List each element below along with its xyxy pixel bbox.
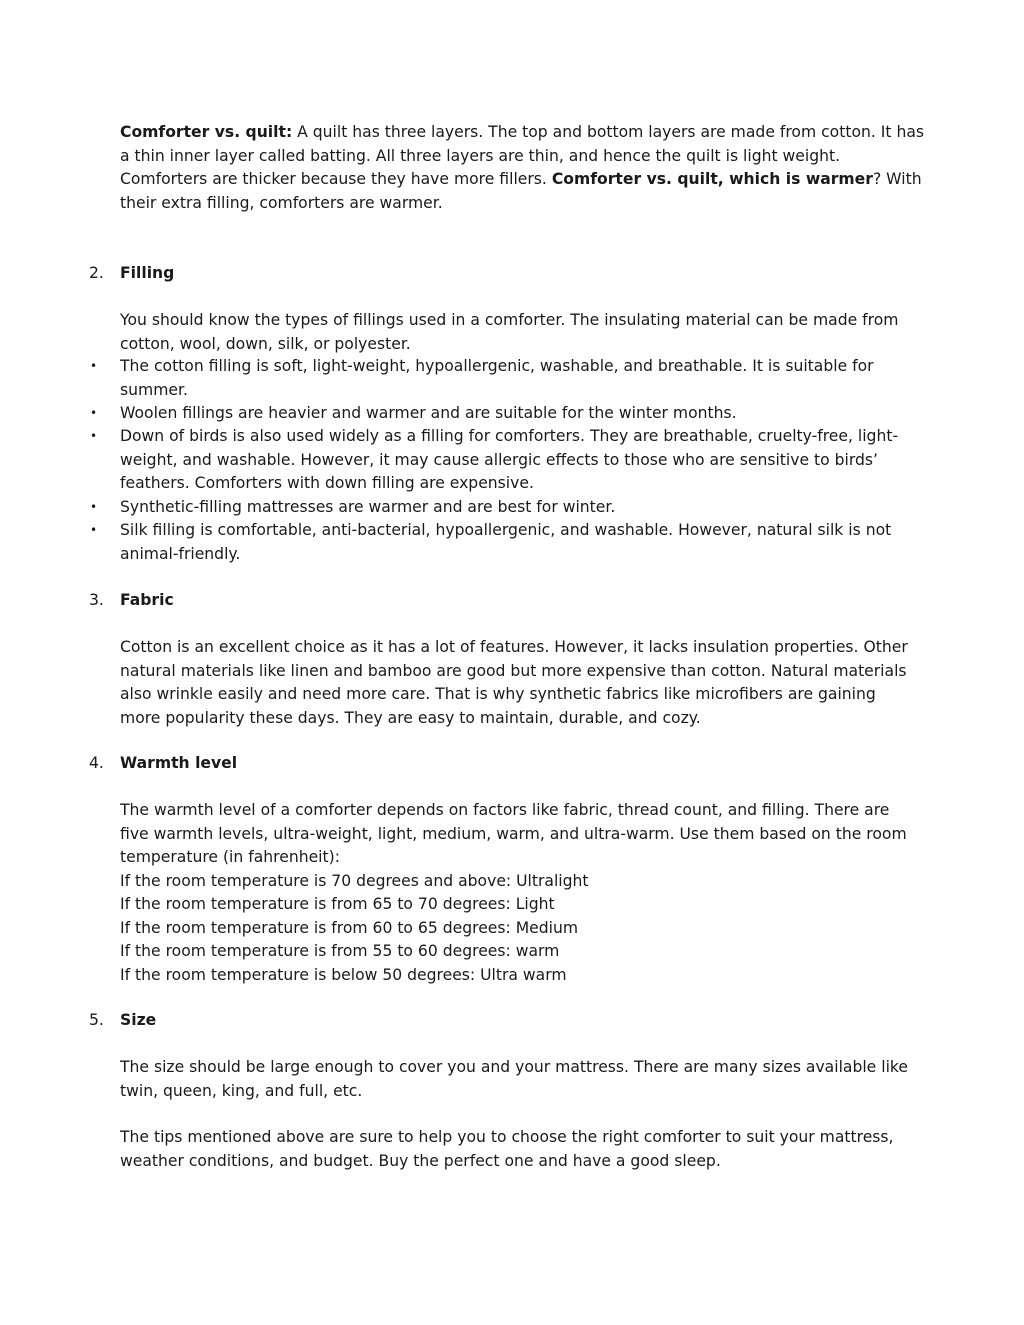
section-heading-filling: Filling — [120, 264, 175, 282]
warmth-paragraph: The warmth level of a comforter depends on factors like fabric, thread count, and filling. There are five warmth levels, ultra-weight, light, medium, warm, and ultra-warm. Use them based on the room temperature (in fahrenheit): If the room temperature is 70 degrees and above: Ultralight If the room temperature is from 65 to 70 degrees: Light If the room temperature is from 60 to 65 degrees: Medium If the room temperature is from 55 to 60 degrees: warm If the room temperature is below 50 degrees: Ultra warm — [120, 799, 910, 987]
warmth-level-warm: If the room temperature is from 55 to 60 degrees: warm — [120, 942, 560, 960]
intro-line-3: Comforters are thicker because they have more fillers. Comforter vs. quilt, which is warmer? With — [120, 170, 922, 188]
section-number-3: 3. — [89, 591, 104, 609]
filling-intro: You should know the types of fillings used in a comforter. The insulating material can be made from cotton, wool, down, silk, or polyester. — [120, 311, 899, 353]
warmth-level-medium: If the room temperature is from 60 to 65 degrees: Medium — [120, 918, 579, 937]
section-heading-size: Size — [120, 1011, 157, 1029]
intro-line-4: their extra filling, comforters are warmer. — [120, 193, 443, 212]
warmth-level-light: If the room temperature is from 65 to 70 degrees: Light — [120, 895, 555, 913]
section-number-4: 4. — [89, 754, 104, 772]
list-item-silk: Silk filling is comfortable, anti-bacterial, hypoallergenic, and washable. However, natural silk is not animal-friendly. — [120, 521, 892, 563]
bullet-icon: • — [90, 523, 98, 537]
warmth-level-ultra-warm: If the room temperature is below 50 degrees: Ultra warm — [120, 965, 567, 984]
bullet-icon: • — [90, 406, 98, 420]
list-item-wool: Woolen fillings are heavier and warmer and are suitable for the winter months. — [120, 404, 737, 422]
warmth-level-ultralight: If the room temperature is 70 degrees and above: Ultralight — [120, 871, 589, 890]
closing-paragraph: The tips mentioned above are sure to help you to choose the right comforter to suit your mattress, weather conditions, and budget. Buy the perfect one and have a good sleep. — [120, 1128, 894, 1170]
intro-line-1: Comforter vs. quilt: A quilt has three layers. The top and bottom layers are made from cotton. It has — [120, 123, 925, 141]
list-item-down: Down of birds is also used widely as a filling for comforters. They are breathable, cruelty-free, light- weight, and washable. However, it may cause allergic effects to those who are sensitive to birds’ feathers. Comforters with down filling are expensive. — [120, 427, 899, 492]
intro-paragraph — [120, 121, 925, 215]
size-paragraph: The size should be large enough to cover you and your mattress. There are many sizes available like twin, queen, king, and full, etc. — [120, 1058, 908, 1100]
section-number-5: 5. — [89, 1011, 104, 1029]
section-heading-fabric: Fabric — [120, 591, 174, 609]
section-heading-warmth: Warmth level — [120, 754, 238, 772]
intro-bold-term: Comforter vs. quilt: — [120, 123, 293, 141]
bullet-icon: • — [90, 500, 98, 514]
section-number-2: 2. — [89, 264, 104, 282]
fabric-paragraph: Cotton is an excellent choice as it has a lot of features. However, it lacks insulation properties. Other natural materials like linen and bamboo are good but more expensive than cotton. Natural materials also wrinkle easily and need more care. That is why synthetic fabrics like microfibers are gaining more popularity these days. They are easy to maintain, durable, and cozy. — [120, 638, 908, 727]
bullet-icon: • — [90, 359, 98, 373]
intro-bold-question: Comforter vs. quilt, which is warmer — [551, 170, 873, 188]
list-item-cotton: The cotton filling is soft, light-weight, hypoallergenic, washable, and breathable. It is suitable for summer. — [120, 357, 874, 399]
intro-line-2: a thin inner layer called batting. All three layers are thin, and hence the quilt is light weight. — [120, 146, 841, 165]
bullet-icon: • — [90, 429, 98, 443]
list-item-synthetic: Synthetic-filling mattresses are warmer and are best for winter. — [120, 498, 616, 516]
